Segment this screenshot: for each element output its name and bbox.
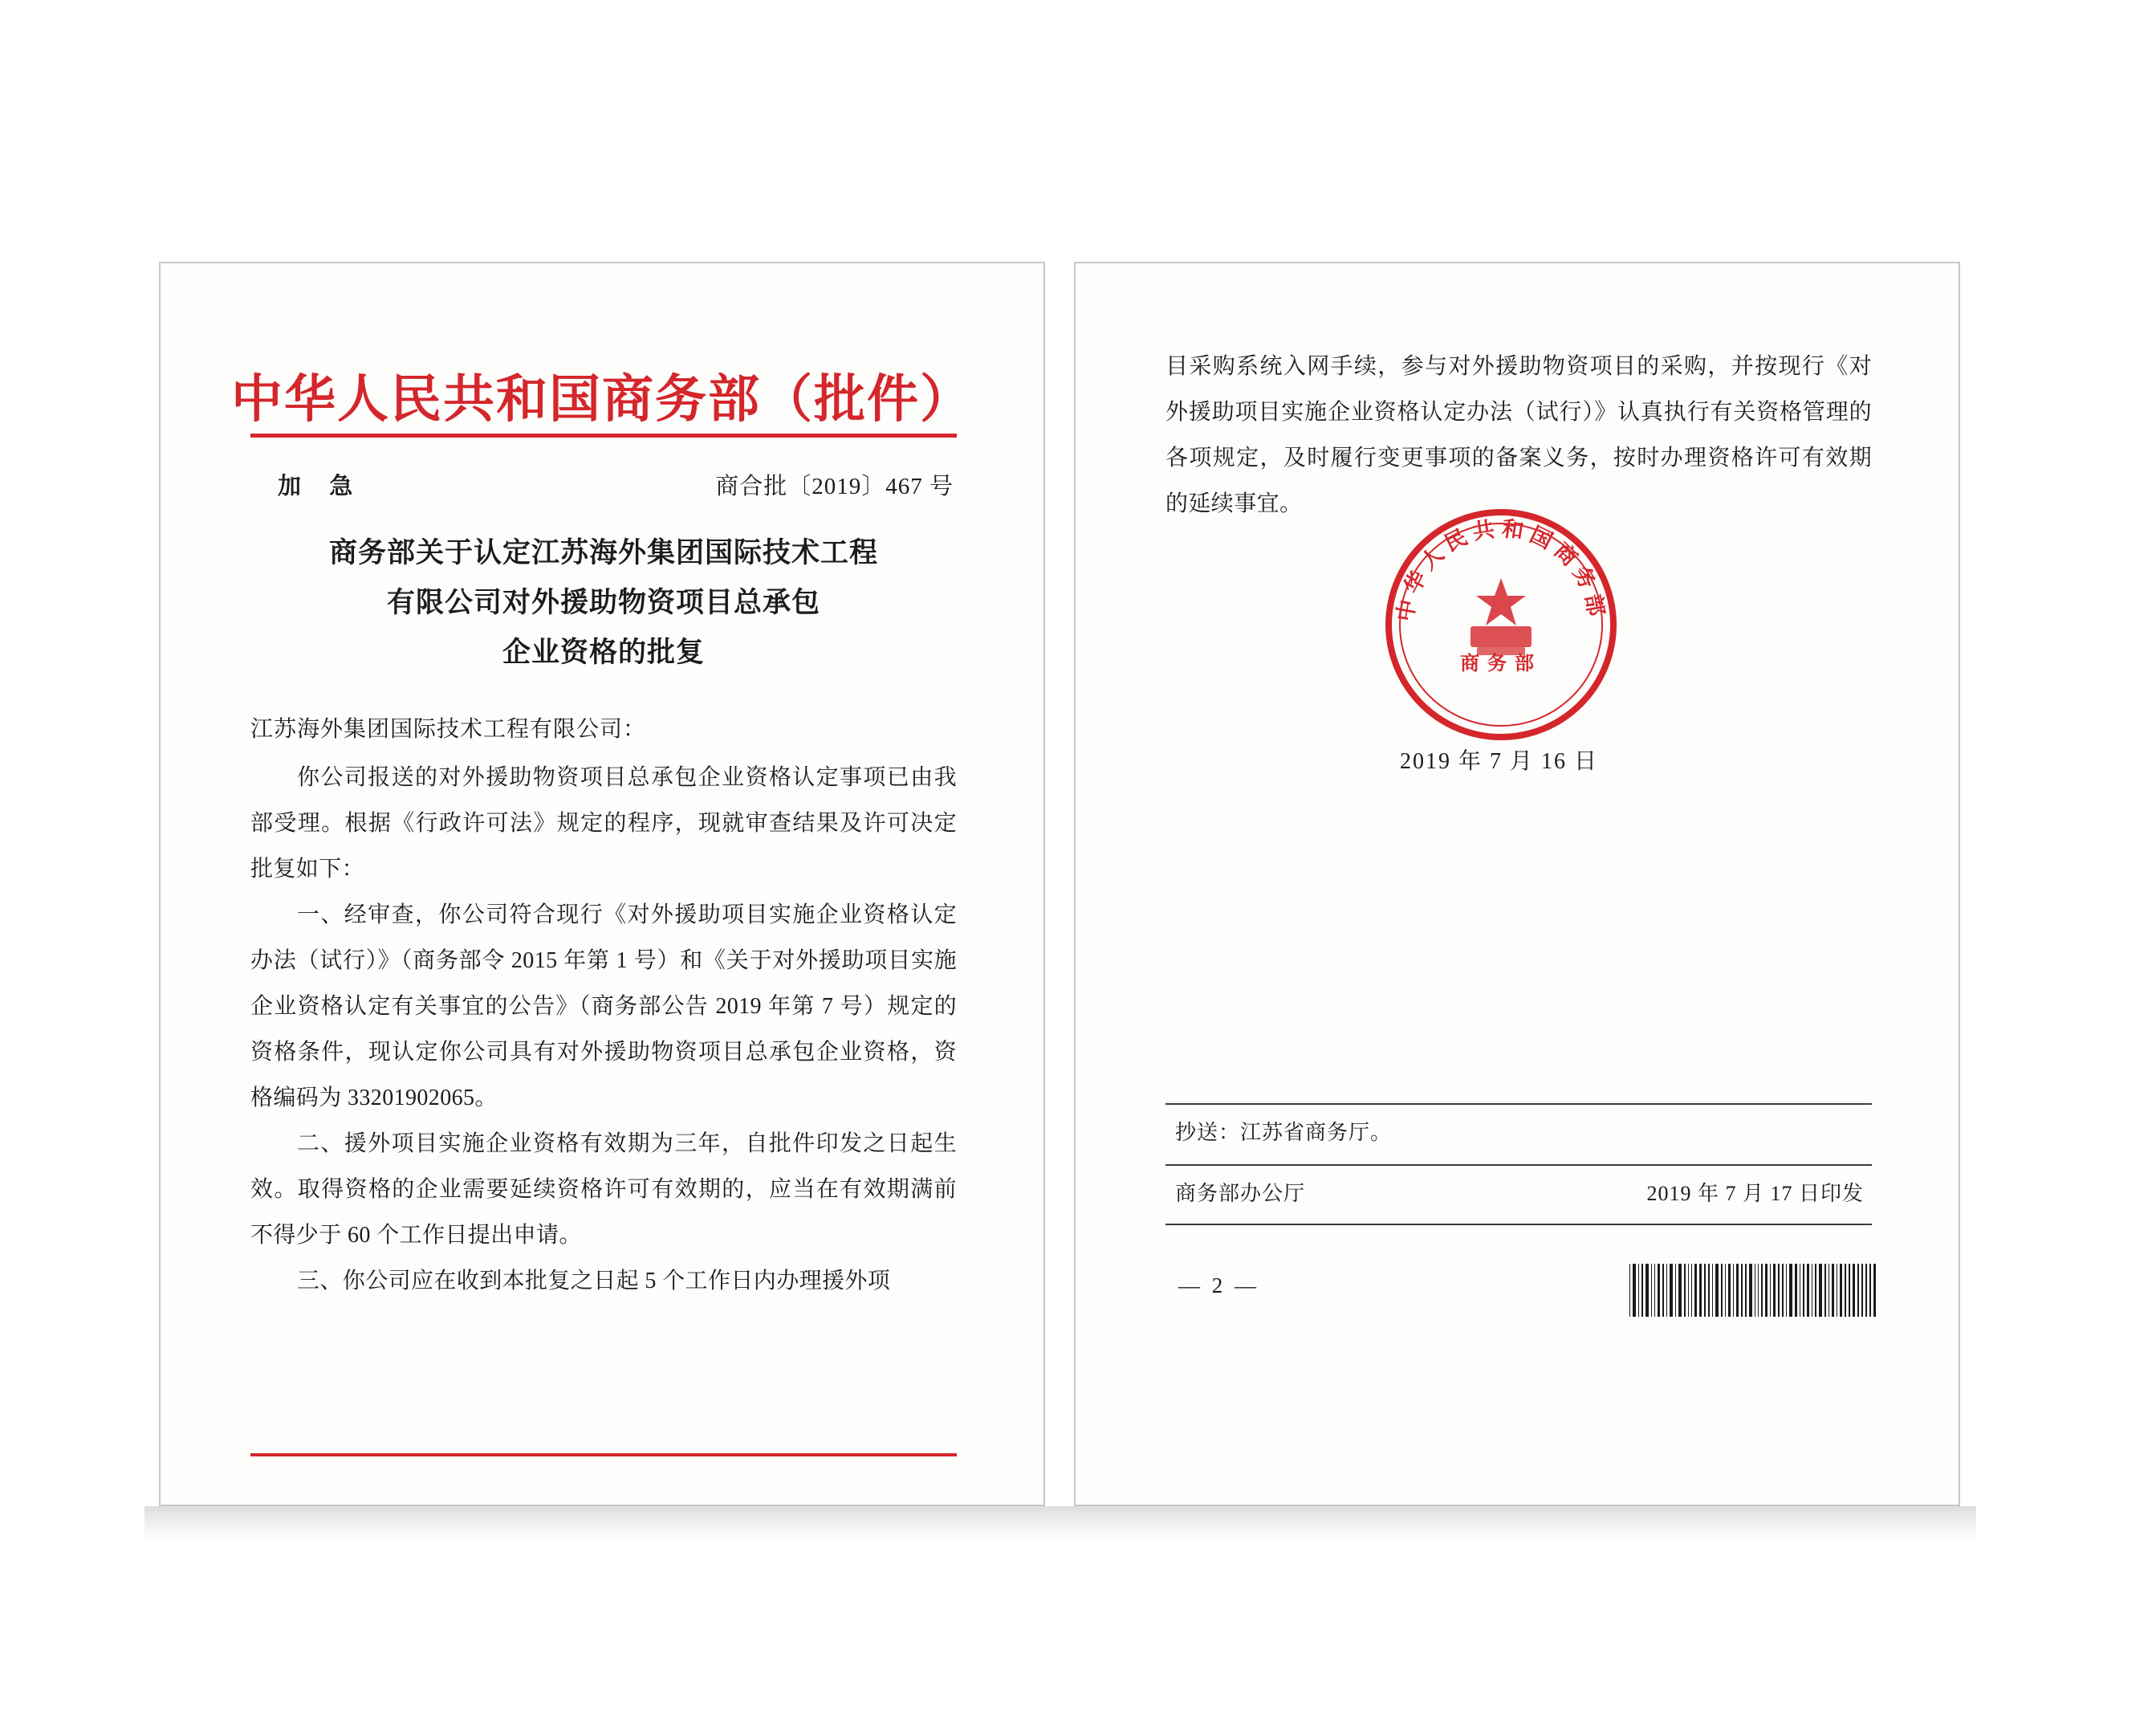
body-paragraph: 二、援外项目实施企业资格有效期为三年，自批件印发之日起生效。取得资格的企业需要延续资格许可有效期的，应当在有效期满前不得少于 60 个工作日提出申请。 [250,1131,957,1248]
footer-issuer: 商务部办公厅 [1175,1182,1306,1205]
body-paragraph: 三、你公司应在收到本批复之日起 5 个工作日内办理援外项 [297,1269,891,1293]
addressee-line: 江苏海外集团国际技术工程有限公司： [250,717,647,742]
barcode [1629,1264,1878,1317]
document-page-left [159,262,1045,1506]
footer-divider-middle [1165,1164,1872,1166]
body-paragraph: 一、经审查，你公司符合现行《对外援助项目实施企业资格认定办法（试行）》（商务部令 2015 年第 1 号）和《关于对外援助项目实施企业资格认定有关事宜的公告》（商务部公告 2019 年第 7 号）规定的资格条件，现认定你公司具有对外援助物资项目总承包企业资格，资格编码为 33201902065。 [250,902,957,1110]
page-number: — 2 — [1178,1273,1259,1297]
document-number: 商合批〔2019〕467 号 [715,474,954,499]
body-paragraph: 目采购系统入网手续，参与对外援助物资项目的采购，并按现行《对外援助项目实施企业资格认定办法（试行）》认真执行有关资格管理的各项规定，及时履行变更事项的备案义务，按时办理资格许可有效期的延续事宜。 [1165,354,1872,516]
document-title-line-1: 商务部关于认定江苏海外集团国际技术工程 [328,537,878,568]
footer-cc: 抄送：江苏省商务厅。 [1175,1121,1393,1144]
document-page-right [1074,262,1960,1506]
document-title-line-2: 有限公司对外援助物资项目总承包 [386,587,820,618]
urgency-label: 加 急 [278,474,364,499]
footer-divider-bottom [1165,1224,1872,1225]
page-bottom-divider [250,1453,957,1456]
footer-divider-top [1165,1103,1872,1105]
official-seal-icon [1381,504,1621,745]
document-title [217,528,991,678]
document-body-right [1165,344,1872,527]
body-paragraph: 你公司报送的对外援助物资项目总承包企业资格认定事项已由我部受理。根据《行政许可法》规定的程序，现就审查结果及许可决定批复如下： [250,765,957,882]
document-body-left [250,755,957,1304]
footer-issue-date: 2019 年 7 月 17 日印发 [1646,1182,1864,1205]
seal-date: 2019 年 7 月 16 日 [1400,749,1599,774]
svg-text:商务部: 商务部 [1460,651,1542,674]
masthead-divider [250,434,957,438]
svg-text:中华人民共和国商务部: 中华人民共和国商务部 [1393,516,1609,624]
page-shadow-strip [144,1506,1976,1545]
document-masthead: 中华人民共和国商务部（批件） [231,369,973,430]
document-title-line-3: 企业资格的批复 [502,637,705,668]
